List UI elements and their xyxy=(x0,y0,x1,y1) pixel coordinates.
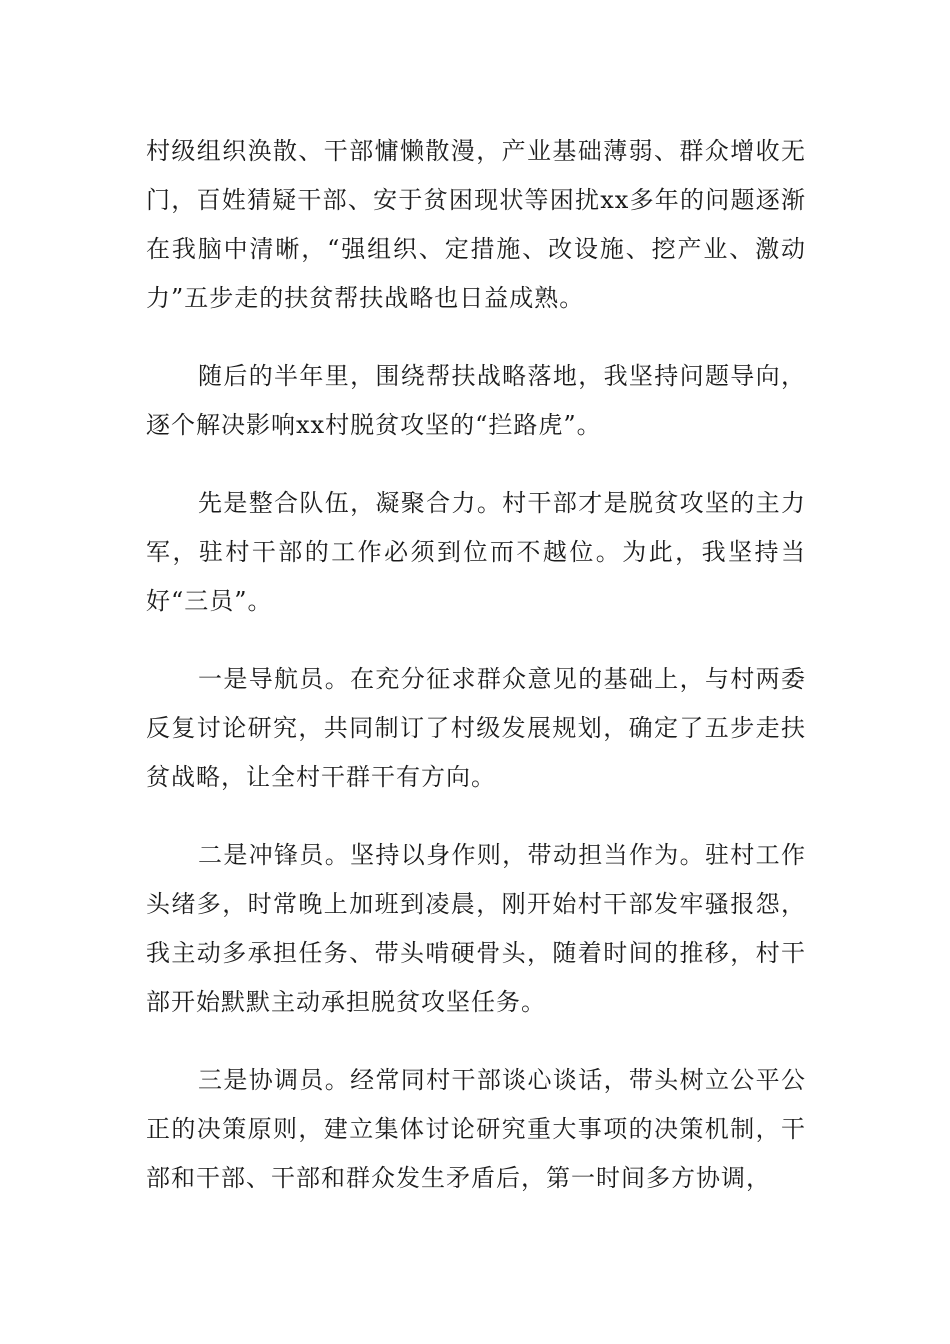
paragraph-4: 一是导航员。在充分征求群众意见的基础上，与村两委反复讨论研究，共同制订了村级发展规划，确定了五步走扶贫战略，让全村干群干有方向。 xyxy=(146,665,806,791)
document-body xyxy=(146,127,806,1232)
paragraph-5: 二是冲锋员。坚持以身作则，带动担当作为。驻村工作头绪多，时常晚上加班到凌晨，刚开始村干部发牢骚报怨，我主动多承担任务、带头啃硬骨头，随着时间的推移，村干部开始默默主动承担脱贫攻坚任务。 xyxy=(146,841,806,1016)
paragraph-6: 三是协调员。经常同村干部谈心谈话，带头树立公平公正的决策原则，建立集体讨论研究重大事项的决策机制，干部和干部、干部和群众发生矛盾后，第一时间多方协调， xyxy=(146,1066,806,1192)
paragraph-1: 村级组织涣散、干部慵懒散漫，产业基础薄弱、群众增收无门，百姓猜疑干部、安于贫困现状等困扰xx多年的问题逐渐在我脑中清晰，“强组织、定措施、改设施、挖产业、激动力”五步走的扶贫帮扶战略也日益成熟。 xyxy=(146,137,806,312)
paragraph-2: 随后的半年里，围绕帮扶战略落地，我坚持问题导向，逐个解决影响xx村脱贫攻坚的“拦路虎”。 xyxy=(146,362,806,439)
paragraph-3: 先是整合队伍，凝聚合力。村干部才是脱贫攻坚的主力军，驻村干部的工作必须到位而不越位。为此，我坚持当好“三员”。 xyxy=(146,489,806,615)
